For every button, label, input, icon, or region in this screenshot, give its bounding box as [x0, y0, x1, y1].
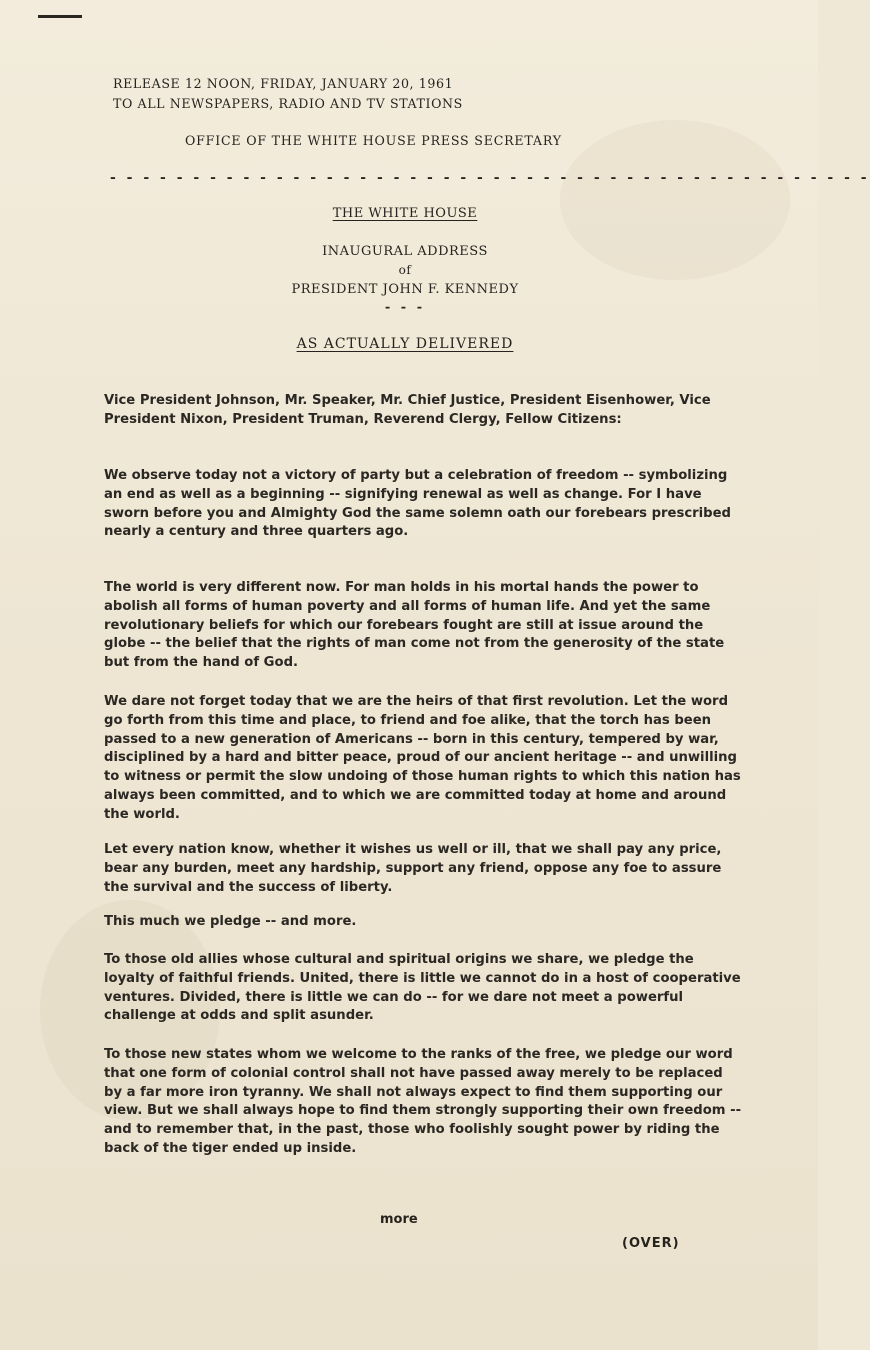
paragraph-6: To those old allies whose cultural and spiritual origins we share, we pledge the loyalty of faithful friends. United, there is little we cannot do in a host of cooperative ventures. Divided, there is little we can do -- for we dare not meet a powerful challenge at odds and split asunder.: [104, 952, 741, 1024]
of-label: of: [398, 263, 412, 277]
paragraph-salutation: Vice President Johnson, Mr. Speaker, Mr. Chief Justice, President Eisenhower, Vice President Nixon, President Truman, Reverend Clergy, Fellow Citizens:: [104, 393, 711, 427]
release-line-1: RELEASE 12 NOON, FRIDAY, JANUARY 20, 1961: [113, 76, 454, 91]
title-separator: - - -: [384, 300, 426, 315]
white-house-heading: THE WHITE HOUSE: [332, 206, 478, 221]
paragraph-2: The world is very different now. For man holds in his mortal hands the power to abolish all forms of human poverty and all forms of human life. And yet the same revolutionary beliefs for which our forebears fought are still at issue around the globe -- the belief that the rights of man come not from the generosity of the state but from the hand of God.: [104, 580, 725, 671]
delivered-heading: AS ACTUALLY DELIVERED: [296, 336, 514, 352]
address-title: INAUGURAL ADDRESS: [322, 244, 488, 259]
corner-mark: [38, 15, 82, 18]
paragraph-7: To those new states whom we welcome to the ranks of the free, we pledge our word that one form of colonial control shall not have passed away merely to be replaced by a far more iron tyranny. We shall not always expect to find them supporting our view. But we shall always hope to find them strongly supporting their own freedom -- and to remember that, in the past, those who foolishly sought power by riding the back of the tiger ended up inside.: [104, 1047, 742, 1156]
paragraph-1: We observe today not a victory of party but a celebration of freedom -- symbolizing an end as well as a beginning -- signifying renewal as well as change. For I have sworn before you and Almighty God the same solemn oath our forebears prescribed nearly a century and three quarters ago.: [104, 468, 731, 540]
separator-line: - - - - - - - - - - - - - - - - - - - - - - - - - - - - - - - - - - - - - - - - - - - - - -: [110, 170, 870, 186]
paragraph-4: Let every nation know, whether it wishes us well or ill, that we shall pay any price, bear any burden, meet any hardship, support any friend, oppose any foe to assure the survival and the success of liberty.: [104, 842, 722, 895]
release-line-2: TO ALL NEWSPAPERS, RADIO AND TV STATIONS: [113, 96, 463, 111]
president-name: PRESIDENT JOHN F. KENNEDY: [291, 282, 519, 297]
office-line: OFFICE OF THE WHITE HOUSE PRESS SECRETARY: [185, 133, 562, 148]
more-label: more: [380, 1212, 418, 1227]
release-notice: [113, 74, 463, 114]
paragraph-3: We dare not forget today that we are the heirs of that first revolution. Let the word go forth from this time and place, to friend and foe alike, that the torch has been passed to a new generation of Americans -- born in this century, tempered by war, disciplined by a hard and bitter peace, proud of our ancient heritage -- and unwilling to witness or permit the slow undoing of those human rights to which this nation has always been committed, and to which we are committed today at home and around the world.: [104, 694, 741, 822]
paper-stain: [560, 120, 790, 280]
paragraph-5: This much we pledge -- and more.: [104, 914, 357, 929]
over-label: (OVER): [622, 1236, 680, 1251]
